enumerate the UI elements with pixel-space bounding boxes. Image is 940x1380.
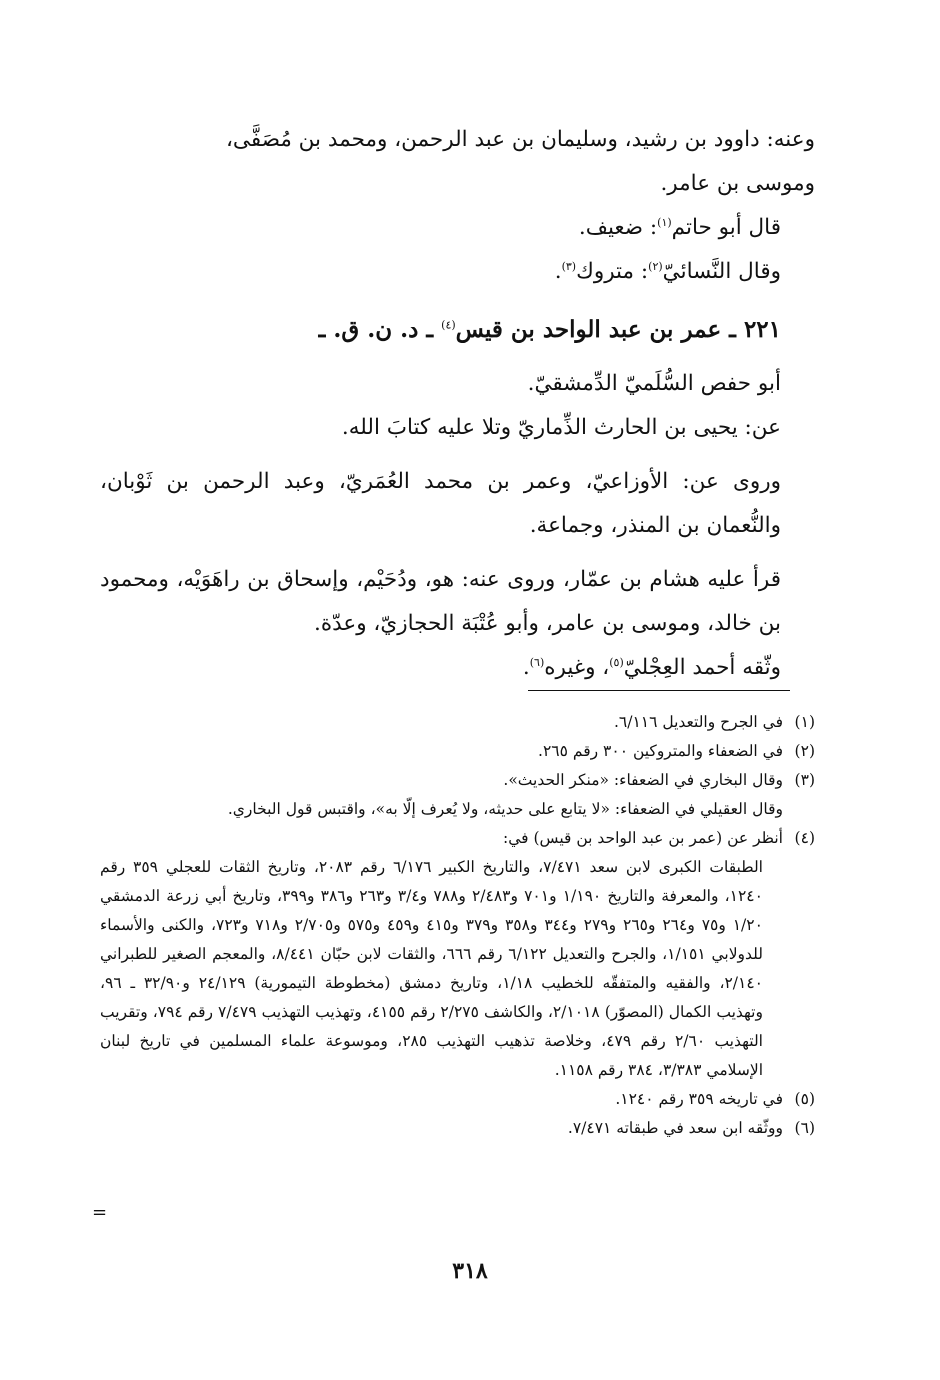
- nasai-verdict: : متروك: [576, 259, 649, 284]
- entry-heading: [100, 308, 815, 352]
- footnote-3-number: (٣): [794, 771, 815, 789]
- paragraph-an: عن: يحيى بن الحارث الذِّماريّ وتلا عليه كتابَ الله.: [341, 415, 781, 440]
- footnote-2-text: في الضعفاء والمتروكين ٣٠٠ رقم ٢٦٥.: [538, 742, 783, 760]
- footnote-1-text: في الجرح والتعديل ٦/١١٦.: [613, 713, 783, 731]
- paragraph-qara-alayh: قرأ عليه هشام بن عمّار، وروى عنه: هو، ودُحَيْم، وإسحاق بن راهَوَيْه، ومحمود بن خالد، وموسى بن عامر، وأبو عُتْبَة الحجازيّ، وعدّة.: [100, 567, 781, 636]
- entry-title: ٢٢١ ـ عمر بن عبد الواحد بن قيس: [455, 316, 781, 343]
- paragraph-1-line-2: وموسى بن عامر.: [660, 171, 815, 196]
- footnote-6-number: (٦): [794, 1119, 815, 1137]
- footnote-1-number: (١): [794, 713, 815, 731]
- footnote-3-text: وقال البخاري في الضعفاء: «منكر الحديث».: [503, 771, 783, 789]
- footnote-ref-2: (٢): [648, 259, 663, 273]
- footnote-divider: [528, 690, 790, 691]
- footnotes: [100, 708, 815, 1143]
- paragraph-abu-hatim: [100, 206, 815, 250]
- footnote-ref-1: (١): [657, 215, 672, 229]
- footnote-5-text: في تاريخه ٣٥٩ رقم ١٢٤٠.: [615, 1090, 783, 1108]
- nasai-end: .: [554, 259, 562, 284]
- footnote-ref-3: (٣): [561, 259, 577, 273]
- footnote-ref-4: (٤): [441, 318, 456, 332]
- entry-codes: ـ د. ن. ق. ـ: [318, 316, 442, 343]
- footnote-6-text: ووثّقه ابن سعد في طبقاته ٧/٤٧١.: [567, 1119, 783, 1137]
- paragraph-1: [100, 118, 815, 206]
- continued-mark: =: [92, 1202, 108, 1223]
- footnote-ref-6: (٦): [529, 655, 545, 669]
- footnote-4-text: أنظر عن (عمر بن عبد الواحد بن قيس) في:: [503, 829, 783, 847]
- paragraph-wathaqahu: [100, 646, 815, 690]
- footnote-6: [100, 1114, 815, 1143]
- footnote-3: [100, 766, 815, 795]
- footnote-4-number: (٤): [794, 829, 815, 847]
- abu-hatim-text: قال أبو حاتم: [671, 215, 781, 240]
- footnote-5-number: (٥): [794, 1090, 815, 1108]
- footnote-2-number: (٢): [794, 742, 815, 760]
- footnote-2: [100, 737, 815, 766]
- footnote-4: [100, 824, 815, 853]
- wathaqahu-mid: ، وغيره: [544, 655, 610, 680]
- footnote-3-continuation: وقال العقيلي في الضعفاء: «لا يتابع على حديثه، ولا يُعرف إلّا به»، واقتبس قول البخاري.: [227, 800, 783, 818]
- main-text: [100, 118, 815, 690]
- nasai-text: وقال النَّسائيّ: [662, 259, 781, 284]
- paragraph-nasai: [100, 250, 815, 294]
- abu-hatim-verdict: : ضعيف.: [578, 215, 658, 240]
- paragraph-rawa-an: وروى عن: الأوزاعيّ، وعمر بن محمد العُمَريّ، وعبد الرحمن بن ثَوْبان، والنُّعمان بن المنذر، وجماعة.: [100, 469, 781, 538]
- footnote-5: [100, 1085, 815, 1114]
- paragraph-kunya: أبو حفص السُّلَميّ الدِّمشقيّ.: [527, 371, 781, 396]
- page-number: ٣١٨: [452, 1258, 488, 1284]
- wathaqahu-text: وثّقه أحمد العِجْليّ: [623, 655, 781, 680]
- footnote-ref-5: (٥): [609, 655, 624, 669]
- wathaqahu-end: .: [522, 655, 530, 680]
- paragraph-1-line-1: وعنه: داوود بن رشيد، وسليمان بن عبد الرحمن، ومحمد بن مُصَفَّى،: [225, 127, 815, 152]
- footnote-4-sources: الطبقات الكبرى لابن سعد ٧/٤٧١، والتاريخ الكبير ٦/١٧٦ رقم ٢٠٨٣، وتاريخ الثقات للعجلي ٣٥٩ رقم ١٢٤٠، والمعرفة والتاريخ ١/١٩٠ و٧٠١ و٢/٤٨٣ و٧٨٨ و٣/٤ و٢٦٣ و٣٨٦ و٣٩٩، وتاريخ أبي زرعة الدمشقي ١/٢٠ و٧٥ و٢٦٤ و٢٦٥ و٢٧٩ و٣٤٤ و٣٥٨ و٣٧٩ و٤١٥ و٤٥٩ و٥٧٥ و٢/٧٠٥ و٧١٨ و٧٢٣، والكنى والأسماء للدولابي ١/١٥١، والجرح والتعديل ٦/١٢٢ رقم ٦٦٦، والثقات لابن حبّان ٨/٤٤١، والمعجم الصغير للطبراني ٢/١٤٠، والفقيه والمتفقّه للخطيب ١/١٨، وتاريخ دمشق (مخطوطة التيمورية) ٢٤/١٢٩ و٣٢/٩٠ ـ ٩٦، وتهذيب الكمال (المصوّر) ٢/١٠١٨، والكاشف ٢/٢٧٥ رقم ٤١٥٥، وتهذيب التهذيب ٧/٤٧٩ رقم ٧٩٤، وتقريب التهذيب ٢/٦٠ رقم ٤٧٩، وخلاصة تذهيب التهذيب ٢٨٥، وموسوعة علماء المسلمين في تاريخ لبنان الإسلامي ٣/٣٨٣، ٣٨٤ رقم ١١٥٨.: [100, 858, 764, 1079]
- footnote-1: [100, 708, 815, 737]
